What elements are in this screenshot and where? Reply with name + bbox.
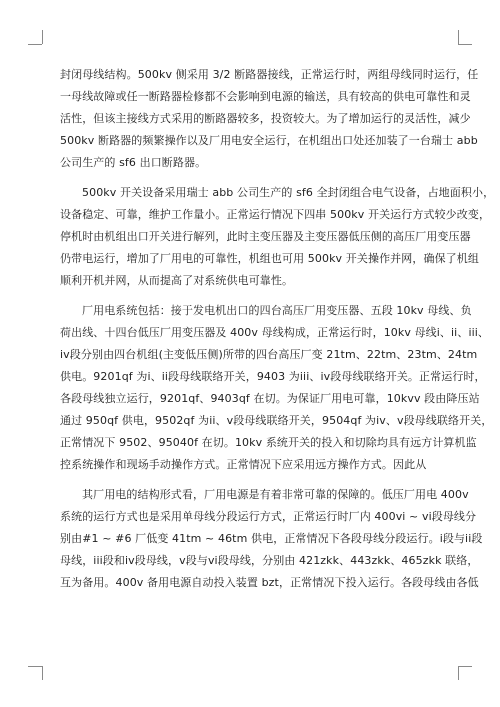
text-line: 系统的运行方式也是采用单母线分段运行方式，正常运行时厂内 400vi ~ vi段母线分 — [60, 510, 477, 523]
text-line: 正常情况下 9502、95040f 在切。10kv 系统开关的投入和切除均具有远方计算机监 — [60, 436, 477, 449]
text-line: 500kv 开关设备采用瑞士 abb 公司生产的 sf6 全封闭组合电气设备，占地面积小， — [82, 186, 495, 199]
text-line: 控系统操作和现场手动操作方式。正常情况下应采用远方操作方式。因此从 — [60, 458, 427, 471]
text-line: 供电。9201qf 为i、ii段母线联络开关，9403 为iii、iv段母线联络开关。正常运行时， — [60, 370, 486, 383]
text-line: 母线，iii段和iv段母线，v段与vi段母线，分别由 421zkk、443zkk、465zkk 联络， — [60, 554, 479, 567]
text-line: 顺利开机并网，从而提高了对系统供电可靠性。 — [60, 274, 294, 287]
text-line: 仍带电运行，增加了厂用电的可靠性，机组也可用 500kv 开关操作并网，确保了机组 — [60, 252, 479, 265]
document-body — [60, 64, 495, 594]
text-line: 厂用电系统包括：接于发电机出口的四台高压厂用变压器、五段 10kv 母线、负 — [82, 304, 472, 317]
crop-mark-top-left — [28, 44, 42, 45]
text-line: 停机时由机组出口开关进行解列，此时主变压器及主变压器低压侧的高压厂用变压器 — [60, 230, 471, 243]
paragraph-4 — [60, 484, 483, 594]
crop-mark-bottom-left — [42, 666, 43, 680]
paragraph-2 — [60, 182, 495, 292]
text-line: 活性，但该主接线方式采用的断路器较多，投资较大。为了增加运行的灵活性，减少 — [60, 112, 471, 125]
text-line: 设备稳定、可靠，维护工作量小。正常运行情况下四串 500kv 开关运行方式较少改变， — [60, 208, 491, 221]
text-line: 500kv 断路器的频繁操作以及厂用电安全运行，在机组出口处还加装了一台瑞士 abb — [60, 134, 478, 147]
text-line: 一母线故障或任一断路器检修都不会影响到电源的输送，具有较高的供电可靠性和灵 — [60, 90, 471, 103]
text-line: 各段母线独立运行，9201qf、9403qf 在切。为保证厂用电可靠，10kvv 段由降压站 — [60, 392, 480, 405]
text-line: iv段分别由四台机组(主变低压侧)所带的四台高压厂变 21tm、22tm、23tm、24tm — [60, 348, 478, 361]
crop-mark-bottom-left — [28, 666, 42, 667]
crop-mark-top-right — [458, 30, 459, 44]
text-line: 公司生产的 sf6 出口断路器。 — [60, 156, 207, 169]
paragraph-3 — [60, 300, 493, 476]
text-line: 荷出线、十四台低压厂用变压器及 400v 母线构成，正常运行时，10kv 母线i、ii、iii、 — [60, 326, 490, 339]
paragraph-1 — [60, 64, 479, 174]
text-line: 其厂用电的结构形式看，厂用电源是有着非常可靠的保障的。低压厂用电 400v — [82, 488, 469, 501]
text-line: 互为备用。400v 备用电源自动投入装置 bzt，正常情况下投入运行。各段母线由各低 — [60, 576, 479, 589]
crop-mark-top-right — [458, 44, 472, 45]
crop-mark-bottom-right — [458, 666, 459, 680]
crop-mark-top-left — [42, 30, 43, 44]
text-line: 通过 950qf 供电，9502qf 为ii、v段母线联络开关，9504qf 为iv、v段母线联络开关， — [60, 414, 493, 427]
text-line: 别由#1 ~ #6 厂低变 41tm ~ 46tm 供电，正常情况下各段母线分段运行。i段与ii段 — [60, 532, 483, 545]
crop-mark-bottom-right — [458, 666, 472, 667]
text-line: 封闭母线结构。500kv 侧采用 3/2 断路器接线，正常运行时，两组母线同时运行，任 — [60, 68, 479, 81]
